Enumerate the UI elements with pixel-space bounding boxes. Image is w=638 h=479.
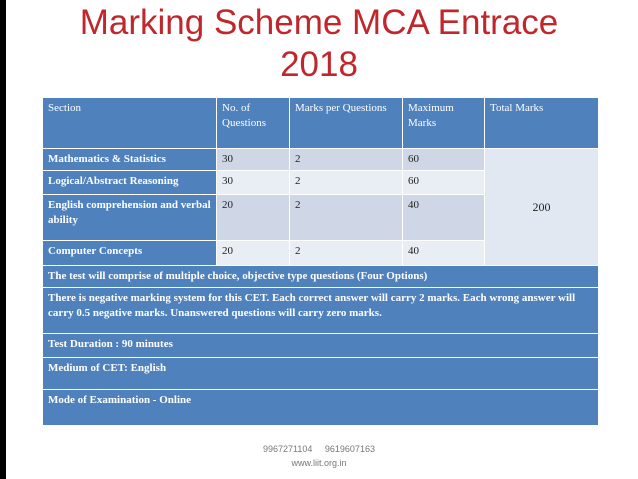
questions-cell: 20 [217, 241, 290, 266]
section-cell: Mathematics & Statistics [43, 149, 217, 171]
max-marks-cell: 60 [403, 171, 485, 195]
note-negative-marking: There is negative marking system for this CET. Each correct answer will carry 2 marks. Each wrong answer will carry 0.5 negative marks. Unanswered questions will carry zero marks. [43, 288, 599, 334]
note-row [43, 358, 599, 390]
marks-per-cell: 2 [290, 171, 403, 195]
header-max-marks: Maximum Marks [403, 98, 485, 149]
section-cell: Computer Concepts [43, 241, 217, 266]
note-row [43, 266, 599, 288]
marks-per-cell: 2 [290, 241, 403, 266]
header-questions: No. of Questions [217, 98, 290, 149]
header-row [43, 98, 599, 149]
note-row [43, 334, 599, 358]
max-marks-cell: 60 [403, 149, 485, 171]
note-question-format: The test will comprise of multiple choice, objective type questions (Four Options) [43, 266, 599, 288]
max-marks-cell: 40 [403, 195, 485, 241]
title-line-1: Marking Scheme MCA Entrace [79, 3, 559, 42]
table-row [43, 149, 599, 171]
max-marks-cell: 40 [403, 241, 485, 266]
note-medium: Medium of CET: English [43, 358, 599, 390]
header-marks-per: Marks per Questions [290, 98, 403, 149]
questions-cell: 20 [217, 195, 290, 241]
section-cell: Logical/Abstract Reasoning [43, 171, 217, 195]
footer-phone: 9967271104 9619607163 [263, 444, 375, 454]
questions-cell: 30 [217, 149, 290, 171]
total-marks-cell: 200 [485, 149, 599, 266]
footer-website: www.liit.org.in [291, 458, 347, 468]
questions-cell: 30 [217, 171, 290, 195]
marking-scheme-table [42, 97, 599, 426]
note-row [43, 390, 599, 426]
title-line-2: 2018 [280, 45, 358, 84]
marks-per-cell: 2 [290, 149, 403, 171]
header-total-marks: Total Marks [485, 98, 599, 149]
section-cell: English comprehension and verbal ability [43, 195, 217, 241]
slide-title [0, 2, 638, 86]
note-row [43, 288, 599, 334]
marks-per-cell: 2 [290, 195, 403, 241]
header-section: Section [43, 98, 217, 149]
note-test-duration: Test Duration : 90 minutes [43, 334, 599, 358]
note-exam-mode: Mode of Examination - Online [43, 390, 599, 426]
